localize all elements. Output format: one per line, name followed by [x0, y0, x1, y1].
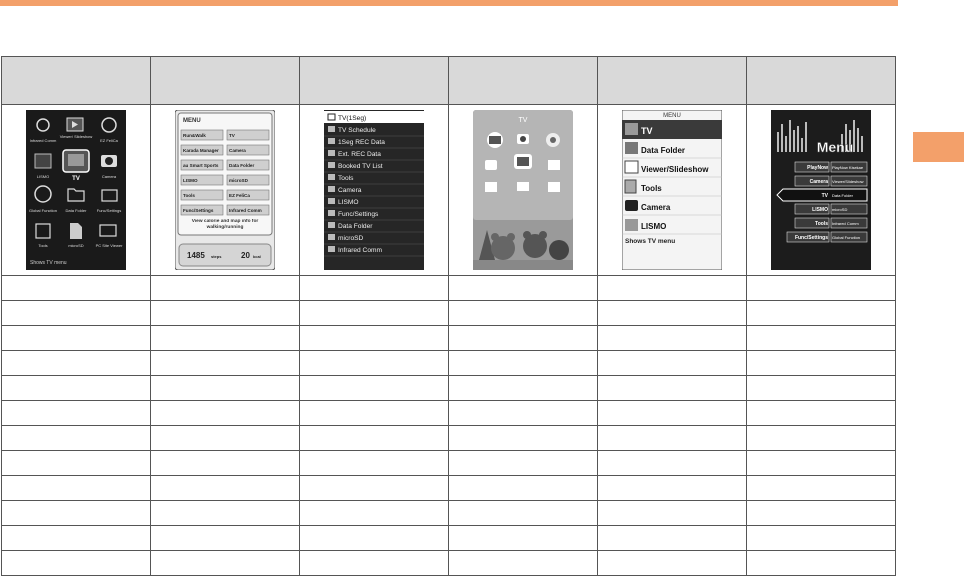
- table-row: [2, 426, 896, 451]
- table-row: [2, 501, 896, 526]
- screen3-list-item: TV Schedule: [338, 127, 376, 134]
- table-cell: [449, 451, 598, 476]
- screen1-icon-label: LISMO: [36, 174, 50, 179]
- screen1-phone-screen: [26, 110, 126, 270]
- table-row: [2, 276, 896, 301]
- table-cell: [151, 351, 300, 376]
- screen6-right-item: Infrared Comm: [832, 221, 859, 226]
- table-cell: [598, 376, 747, 401]
- table-cell: [2, 451, 151, 476]
- table-cell: [449, 301, 598, 326]
- screen1-icon-label: Camera: [101, 174, 117, 179]
- screen6-title: Menu: [816, 139, 854, 155]
- table-cell: [300, 326, 449, 351]
- screen4-phone-screen: [473, 110, 573, 270]
- screen1-icon-label: Tools: [38, 243, 48, 248]
- screen2-title: MENU: [183, 118, 201, 124]
- screen1-icon-label: Global Function: [28, 208, 58, 213]
- table-row: [2, 376, 896, 401]
- screen2-menu-item: LISMO: [183, 178, 198, 183]
- table-cell: [2, 476, 151, 501]
- table-cell: [747, 551, 896, 576]
- table-cell: [151, 451, 300, 476]
- screen3-list-item: Ext. REC Data: [338, 151, 381, 158]
- table-cell: [300, 551, 449, 576]
- screen2-phone-screen: [175, 110, 275, 270]
- header-cell: [151, 57, 300, 105]
- screen6-right-item: Data Folder: [832, 193, 853, 198]
- table-cell: [598, 476, 747, 501]
- table-cell: [598, 276, 747, 301]
- table-cell: [151, 376, 300, 401]
- table-cell: [300, 376, 449, 401]
- table-cell: [300, 426, 449, 451]
- header-cell: [449, 57, 598, 105]
- screen5-title: MENU: [663, 113, 681, 119]
- table-cell: [2, 351, 151, 376]
- screen6-left-item: Func/Settings: [794, 235, 828, 241]
- table-cell: [2, 326, 151, 351]
- table-cell: [747, 526, 896, 551]
- screen3-list-item: LISMO: [338, 199, 359, 206]
- table-cell: [747, 426, 896, 451]
- screen3-list-item: microSD: [338, 235, 364, 242]
- table-cell: [747, 401, 896, 426]
- screen5-phone-screen: [622, 110, 722, 270]
- table-row: [2, 301, 896, 326]
- table-cell: [2, 376, 151, 401]
- screen6-right-item: Viewer/Slideshow: [832, 179, 864, 184]
- table-row: [2, 326, 896, 351]
- table-row: [2, 551, 896, 576]
- table-cell: [151, 426, 300, 451]
- screen2-menu-item: TV: [229, 133, 235, 138]
- table-cell: [449, 526, 598, 551]
- screen2-kcal-unit: kcal: [253, 254, 261, 259]
- table-cell: [300, 526, 449, 551]
- table-cell: [151, 476, 300, 501]
- table-cell: [598, 526, 747, 551]
- table-cell: [2, 401, 151, 426]
- screen6-left-item: Camera: [809, 179, 828, 185]
- table-cell: [747, 351, 896, 376]
- table-cell: [598, 326, 747, 351]
- screen3-list-item: Infrared Comm: [338, 247, 382, 254]
- screen6-cell: [747, 105, 896, 276]
- screen2-menu-item: Func/Settings: [183, 208, 214, 213]
- screen5-list-item: Camera: [641, 203, 671, 212]
- screen6-left-item: LISMO: [812, 207, 828, 213]
- table-cell: [449, 476, 598, 501]
- table-cell: [449, 426, 598, 451]
- screen2-menu-item: Tools: [183, 193, 195, 198]
- screen3-phone-screen: [324, 110, 424, 270]
- table-cell: [449, 376, 598, 401]
- screen3-list-item: Tools: [338, 175, 354, 182]
- screen6-right-item: PlayNow Kisekae: [832, 165, 864, 170]
- table-cell: [2, 526, 151, 551]
- screen1-icon-label: Viewer/ Slideshow: [59, 134, 93, 139]
- table-row: [2, 351, 896, 376]
- table-cell: [2, 276, 151, 301]
- header-cell: [598, 57, 747, 105]
- header-cell: [747, 57, 896, 105]
- table-cell: [300, 476, 449, 501]
- screen2-menu-item: Data Folder: [229, 163, 255, 168]
- screen4-title: TV: [518, 117, 528, 124]
- table-cell: [151, 326, 300, 351]
- screen5-list-item: Tools: [641, 184, 662, 193]
- screen6-left-item-selected: TV: [821, 193, 828, 199]
- table-cell: [300, 276, 449, 301]
- table-cell: [300, 501, 449, 526]
- screen2-kcal: 20: [241, 251, 250, 260]
- screen3-list-item: Func/Settings: [338, 211, 379, 218]
- table-cell: [449, 276, 598, 301]
- table-cell: [151, 301, 300, 326]
- screen1-icon-label: Infrared Comm: [29, 138, 57, 143]
- empty-rows: [2, 276, 896, 576]
- screen1-icon-label: PC Site Viewer: [95, 243, 123, 248]
- screen6-phone-screen: [771, 110, 871, 270]
- screen1-icon-label: microSD: [68, 243, 84, 248]
- screen6-left-item: PlayNow: [807, 165, 828, 171]
- screen2-steps: 1485: [187, 251, 205, 260]
- table-cell: [598, 351, 747, 376]
- screen3-list-item: 1Seg REC Data: [338, 139, 385, 146]
- screen2-menu-item: microSD: [229, 178, 248, 183]
- table-cell: [151, 526, 300, 551]
- screen4-icons: [485, 132, 560, 192]
- table-row: [2, 401, 896, 426]
- table-cell: [598, 501, 747, 526]
- table-cell: [151, 276, 300, 301]
- table-row: [2, 526, 896, 551]
- table-cell: [598, 426, 747, 451]
- table-cell: [151, 501, 300, 526]
- screen6-right-item: microSD: [832, 207, 848, 212]
- table-cell: [2, 426, 151, 451]
- table-cell: [747, 326, 896, 351]
- screen2-menu-item: Run&Walk: [183, 133, 206, 138]
- table-cell: [300, 351, 449, 376]
- screen5-list-item-selected: TV: [641, 126, 653, 136]
- table-cell: [449, 501, 598, 526]
- table-cell: [300, 451, 449, 476]
- screen5-list-item: LISMO: [641, 222, 667, 231]
- header-cell: [2, 57, 151, 105]
- table-cell: [2, 551, 151, 576]
- screen2-menu-item: Camera: [229, 148, 246, 153]
- screen3-list-item: Data Folder: [338, 223, 373, 230]
- table-cell: [747, 501, 896, 526]
- table-cell: [598, 301, 747, 326]
- table-cell: [2, 301, 151, 326]
- screen2-info-text: View calorie and map info for walking/running: [191, 219, 259, 230]
- header-row: [2, 57, 896, 105]
- table-cell: [2, 501, 151, 526]
- table-cell: [449, 326, 598, 351]
- table-row: [2, 451, 896, 476]
- screen1-icon-label: Data Folder: [65, 208, 87, 213]
- screen6-right-item: Global Function: [832, 235, 861, 240]
- table-cell: [598, 551, 747, 576]
- top-accent-bar: [0, 0, 898, 6]
- table-cell: [151, 401, 300, 426]
- screen5-list-item: Viewer/Slideshow: [641, 165, 709, 174]
- screen5-cell: [598, 105, 747, 276]
- screen1-cell: [2, 105, 151, 276]
- screen4-cell: [449, 105, 598, 276]
- screen1-caption: Shows TV menu: [30, 260, 67, 266]
- screen3-list-item: Booked TV List: [338, 163, 383, 170]
- table-cell: [300, 301, 449, 326]
- table-cell: [747, 451, 896, 476]
- table-cell: [449, 401, 598, 426]
- screen2-menu-item: au Smart Sports: [183, 163, 219, 168]
- table-cell: [449, 551, 598, 576]
- screen3-cell: [300, 105, 449, 276]
- screen3-list-item-selected: TV(1Seg): [338, 115, 367, 122]
- screen5-list-item: Data Folder: [641, 146, 686, 155]
- screen2-menu-item: Infrared Comm: [229, 208, 262, 213]
- table-cell: [449, 351, 598, 376]
- header-cell: [300, 57, 449, 105]
- table-cell: [747, 376, 896, 401]
- screen2-menu-item: EZ FeliCa: [229, 193, 250, 198]
- table-cell: [747, 301, 896, 326]
- screen1-icon-label: TV: [72, 176, 80, 182]
- screen2-menu-item: Karada Manager: [183, 148, 219, 153]
- table-cell: [598, 401, 747, 426]
- screen6-left-item: Tools: [815, 221, 828, 227]
- chapter-side-tab: [913, 132, 964, 162]
- screenshot-row: [2, 105, 896, 276]
- screen2-cell: [151, 105, 300, 276]
- table-cell: [747, 276, 896, 301]
- table-cell: [747, 476, 896, 501]
- table-cell: [151, 551, 300, 576]
- screen5-caption: Shows TV menu: [625, 238, 676, 245]
- screen1-icon-label: Func/Settings: [96, 208, 122, 213]
- screen1-icon-label: EZ FeliCa: [100, 138, 118, 143]
- menu-comparison-table: [1, 56, 896, 576]
- screen3-list-item: Camera: [338, 187, 362, 194]
- screen2-steps-unit: steps: [211, 254, 222, 259]
- table-cell: [300, 401, 449, 426]
- table-row: [2, 476, 896, 501]
- table-cell: [598, 451, 747, 476]
